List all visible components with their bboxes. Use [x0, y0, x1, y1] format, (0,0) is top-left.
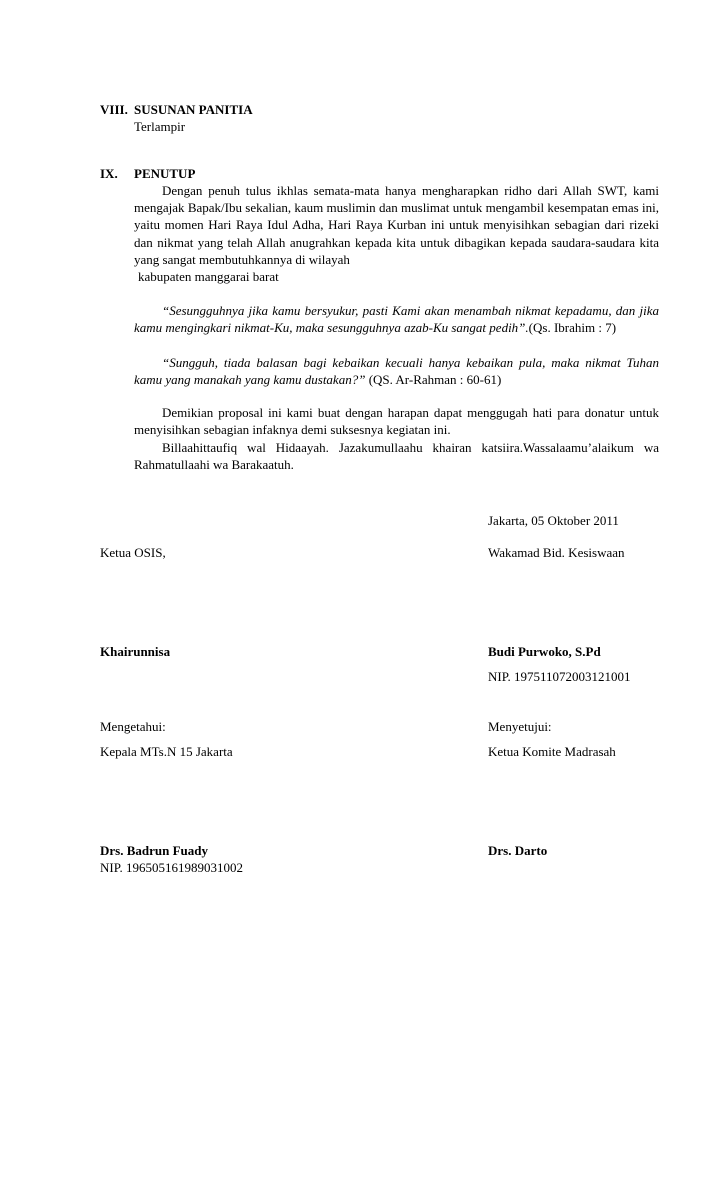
wakamad-role: Wakamad Bid. Kesiswaan	[488, 545, 625, 560]
quote-ar-rahman-text: “Sungguh, tiada balasan bagi kebaikan kecuali hanya kebaikan pula, maka nikmat Tuhan kamu yang manakah yang kamu dustakan?”	[134, 355, 659, 388]
closing-greeting-text: Billaahittaufiq wal Hidaayah. Jazakumullaahu khairan katsiira.Wassalaamu’alaikum wa Rahmatullaahi wa Barakaatuh.	[134, 440, 659, 473]
quote-ibrahim-text: “Sesungguhnya jika kamu bersyukur, pasti Kami akan menambah nikmat kepadamu, dan jika kamu mengingkari nikmat-Ku, maka sesungguhnya azab-Ku sangat pedih”.	[134, 303, 659, 336]
ketua-osis-name: Khairunnisa	[100, 644, 171, 659]
section-8-number: VIII.	[100, 102, 128, 117]
section-9-heading	[100, 165, 195, 182]
wakamad-nip: NIP. 197511072003121001	[488, 669, 631, 684]
quote-ar-rahman-reference: (QS. Ar-Rahman : 60-61)	[368, 372, 502, 388]
section-9-title: PENUTUP	[134, 166, 196, 181]
menyetujui-label: Menyetujui:	[488, 719, 552, 734]
mengetahui-label: Mengetahui:	[100, 719, 166, 734]
quote-ibrahim	[134, 302, 659, 336]
wakamad-name: Budi Purwoko, S.Pd	[488, 644, 601, 659]
ketua-osis-role: Ketua OSIS,	[100, 545, 166, 560]
section-8-body: Terlampir	[134, 119, 186, 134]
ketua-komite-name: Drs. Darto	[488, 843, 548, 858]
ketua-komite-role: Ketua Komite Madrasah	[488, 744, 616, 759]
kepala-mts-role: Kepala MTs.N 15 Jakarta	[100, 744, 233, 759]
closing-statement	[134, 404, 659, 438]
closing-greeting	[134, 439, 659, 473]
closing-paragraph-last-line: kabupaten manggarai barat	[138, 269, 279, 284]
section-8-heading	[100, 101, 253, 118]
quote-ar-rahman	[134, 354, 659, 388]
section-8-title: SUSUNAN PANITIA	[134, 102, 253, 117]
section-9-number: IX.	[100, 166, 118, 181]
closing-statement-text: Demikian proposal ini kami buat dengan harapan dapat menggugah hati para donatur untuk menyisihkan sebagian infaknya demi suksesnya kegiatan ini.	[134, 405, 659, 438]
closing-paragraph-text: Dengan penuh tulus ikhlas semata-mata hanya mengharapkan ridho dari Allah SWT, kami mengajak Bapak/Ibu sekalian, kaum muslimin dan muslimat untuk mengambil kesempatan emas ini, yaitu momen Hari Raya Idul Adha, Hari Raya Kurban ini untuk menyisihkan sebagian dari rizeki dan nikmat yang telah Allah anugrahkan kepada kita untuk dibagikan kepada saudara-saudara kita yang sangat membutuhkannya di wilayah	[134, 183, 659, 267]
place-date: Jakarta, 05 Oktober 2011	[488, 513, 619, 528]
kepala-mts-name: Drs. Badrun Fuady	[100, 843, 208, 858]
quote-ibrahim-reference: (Qs. Ibrahim : 7)	[528, 320, 617, 336]
kepala-mts-nip: NIP. 196505161989031002	[100, 860, 244, 875]
closing-paragraph	[134, 182, 659, 268]
